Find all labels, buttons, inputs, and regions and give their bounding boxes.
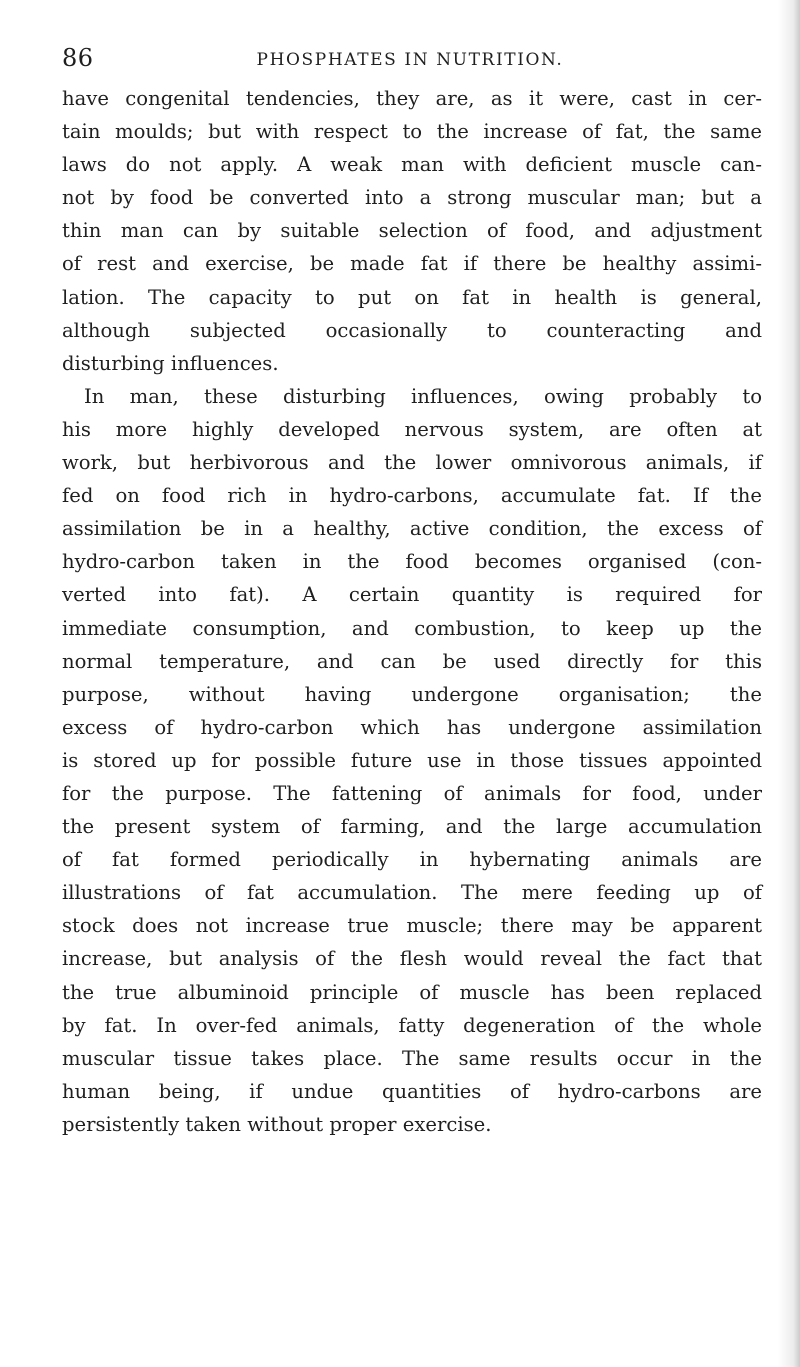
text-line: stock does not increase true muscle; there may be apparent (62, 914, 762, 938)
text-line: muscular tissue takes place. The same results occur in the (62, 1046, 762, 1070)
text-line: the present system of farming, and the large accumulation (62, 815, 762, 839)
text-line: tain moulds; but with respect to the increase of fat, the same (62, 120, 762, 144)
text-line: verted into fat). A certain quantity is required for (62, 583, 762, 607)
text-line: of rest and exercise, be made fat if there be healthy assimi- (62, 252, 762, 276)
text-line: thin man can by suitable selection of food, and adjustment (62, 219, 762, 243)
text-line: normal temperature, and can be used directly for this (62, 649, 762, 673)
text-line: his more highly developed nervous system, are often at (62, 417, 762, 441)
text-line: although subjected occasionally to counteracting and (62, 318, 762, 342)
text-line: have congenital tendencies, they are, as it were, cast in cer- (62, 87, 762, 110)
text-line: disturbing influences. (62, 351, 279, 375)
text-line: the true albuminoid principle of muscle has been replaced (62, 980, 762, 1004)
page-number: 86 (62, 44, 94, 72)
text-line: of fat formed periodically in hybernating animals are (62, 848, 762, 872)
text-line: purpose, without having undergone organisation; the (62, 682, 762, 706)
text-line: immediate consumption, and combustion, to keep up the (62, 616, 762, 640)
text-line: hydro-carbon taken in the food becomes organised (con- (62, 550, 762, 574)
text-line: assimilation be in a healthy, active condition, the excess of (62, 517, 762, 541)
text-line: for the purpose. The fattening of animals for food, under (62, 781, 762, 805)
text-line: lation. The capacity to put on fat in health is general, (62, 285, 762, 309)
text-line: illustrations of fat accumulation. The mere feeding up of (62, 881, 762, 905)
body-text (62, 82, 762, 1141)
text-line: excess of hydro-carbon which has undergone assimilation (62, 715, 762, 739)
page-edge-shadow (778, 0, 800, 1367)
text-line: In man, these disturbing influences, owing probably to (84, 384, 762, 408)
text-line: by fat. In over-fed animals, fatty degeneration of the whole (62, 1013, 762, 1037)
text-line: increase, but analysis of the flesh would reveal the fact that (62, 947, 762, 971)
text-line: not by food be converted into a strong muscular man; but a (62, 186, 762, 210)
text-line: laws do not apply. A weak man with deficient muscle can- (62, 153, 762, 177)
text-line: human being, if undue quantities of hydro-carbons are (62, 1079, 762, 1103)
text-line: fed on food rich in hydro-carbons, accumulate fat. If the (62, 484, 762, 508)
text-line: is stored up for possible future use in those tissues appointed (62, 748, 762, 772)
text-line: persistently taken without proper exercise. (62, 1112, 492, 1136)
text-line: work, but herbivorous and the lower omnivorous animals, if (62, 451, 762, 475)
running-title: PHOSPHATES IN NUTRITION. (256, 50, 564, 70)
